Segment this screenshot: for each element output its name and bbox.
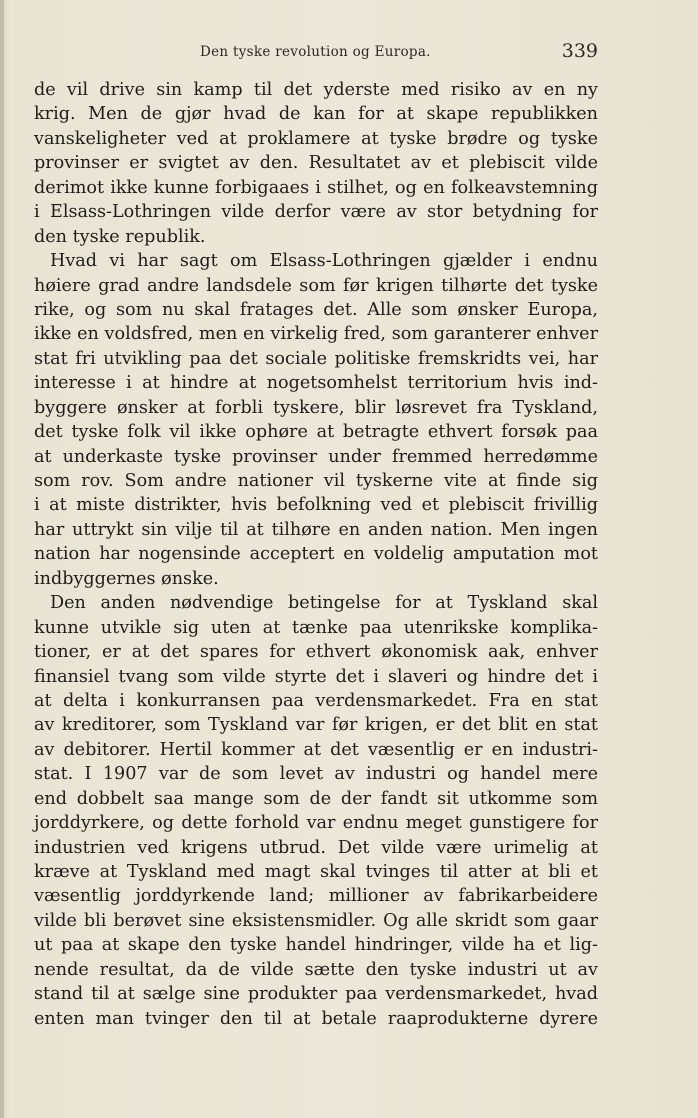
text-line: i at miste distrikter, hvis befolkning ved et plebiscit frivillig (34, 495, 598, 516)
text-line: vanskeligheter ved at proklamere at tyske brødre og tyske (34, 128, 598, 149)
paragraph-end-line: indbyggernes ønske. (34, 568, 219, 589)
text-line: end dobbelt saa mange som de der fandt sit utkomme som (34, 788, 598, 809)
text-line: enten man tvinger den til at betale raaprodukterne dyrere (34, 1008, 598, 1029)
page-spine-shadow (0, 0, 4, 1118)
text-line: av debitorer. Hertil kommer at det væsentlig er en industri- (34, 739, 598, 760)
text-line: interesse i at hindre at nogetsomhelst territorium hvis ind- (34, 373, 598, 394)
text-line: finansiel tvang som vilde styrte det i slaveri og hindre det i (34, 666, 598, 687)
text-line: av kreditorer, som Tyskland var før krigen, er det blit en stat (34, 715, 598, 736)
text-line: det tyske folk vil ikke ophøre at betragte ethvert forsøk paa (34, 422, 598, 443)
text-line: i Elsass-Lothringen vilde derfor være av stor betydning for (34, 202, 598, 223)
text-line: rike, og som nu skal fratages det. Alle som ønsker Europa, (34, 299, 598, 320)
text-line: nation har nogensinde acceptert en voldelig amputation mot (34, 544, 598, 565)
text-line: kræve at Tyskland med magt skal tvinges til atter at bli et (34, 862, 598, 882)
text-line: de vil drive sin kamp til det yderste med risiko av en ny (34, 80, 598, 100)
text-line: industrien ved krigens utbrud. Det vilde være urimelig at (34, 837, 598, 858)
text-line: har uttrykt sin vilje til at tilhøre en anden nation. Men ingen (34, 519, 598, 540)
text-line: krig. Men de gjør hvad de kan for at skape republikken (34, 104, 598, 125)
page-header (200, 40, 600, 66)
text-line: som rov. Som andre nationer vil tyskerne vite at finde sig (34, 471, 598, 491)
text-line: at delta i konkurransen paa verdensmarkedet. Fra en stat (34, 690, 598, 711)
paragraph-end-line: den tyske republik. (34, 226, 206, 247)
text-line: stand til at sælge sine produkter paa verdensmarkedet, hvad (34, 984, 598, 1005)
text-line: tioner, er at det spares for ethvert økonomisk aak, enhver (34, 642, 598, 663)
text-line: ikke en voldsfred, men en virkelig fred, som garanterer enhver (34, 324, 598, 345)
text-line: væsentlig jorddyrkende land; millioner av fabrikarbeidere (34, 886, 598, 907)
text-line: derimot ikke kunne forbigaaes i stilhet, og en folkeavstemning (34, 177, 598, 198)
paragraph-start-line: Hvad vi har sagt om Elsass-Lothringen gjælder i endnu (50, 251, 598, 272)
text-line: vilde bli berøvet sine eksistensmidler. Og alle skridt som gaar (34, 910, 598, 931)
running-title: Den tyske revolution og Europa. (200, 44, 431, 60)
page-number: 339 (561, 40, 598, 62)
body-text (34, 78, 598, 1031)
text-line: kunne utvikle sig uten at tænke paa utenrikske komplika- (34, 617, 598, 638)
text-line: stat fri utvikling paa det sociale politiske fremskridts vei, har (34, 348, 598, 369)
text-line: høiere grad andre landsdele som før krigen tilhørte det tyske (34, 275, 598, 296)
text-line: at underkaste tyske provinser under fremmed herredømme (34, 446, 598, 467)
paragraph-start-line: Den anden nødvendige betingelse for at Tyskland skal (50, 593, 598, 614)
text-line: ut paa at skape den tyske handel hindringer, vilde ha et lig- (34, 935, 598, 956)
text-line: jorddyrkere, og dette forhold var endnu meget gunstigere for (34, 813, 598, 834)
text-line: stat. I 1907 var de som levet av industri og handel mere (34, 764, 598, 785)
text-line: byggere ønsker at forbli tyskere, blir løsrevet fra Tyskland, (34, 397, 598, 418)
text-line: provinser er svigtet av den. Resultatet av et plebiscit vilde (34, 153, 598, 174)
text-line: nende resultat, da de vilde sætte den tyske industri ut av (34, 959, 598, 980)
